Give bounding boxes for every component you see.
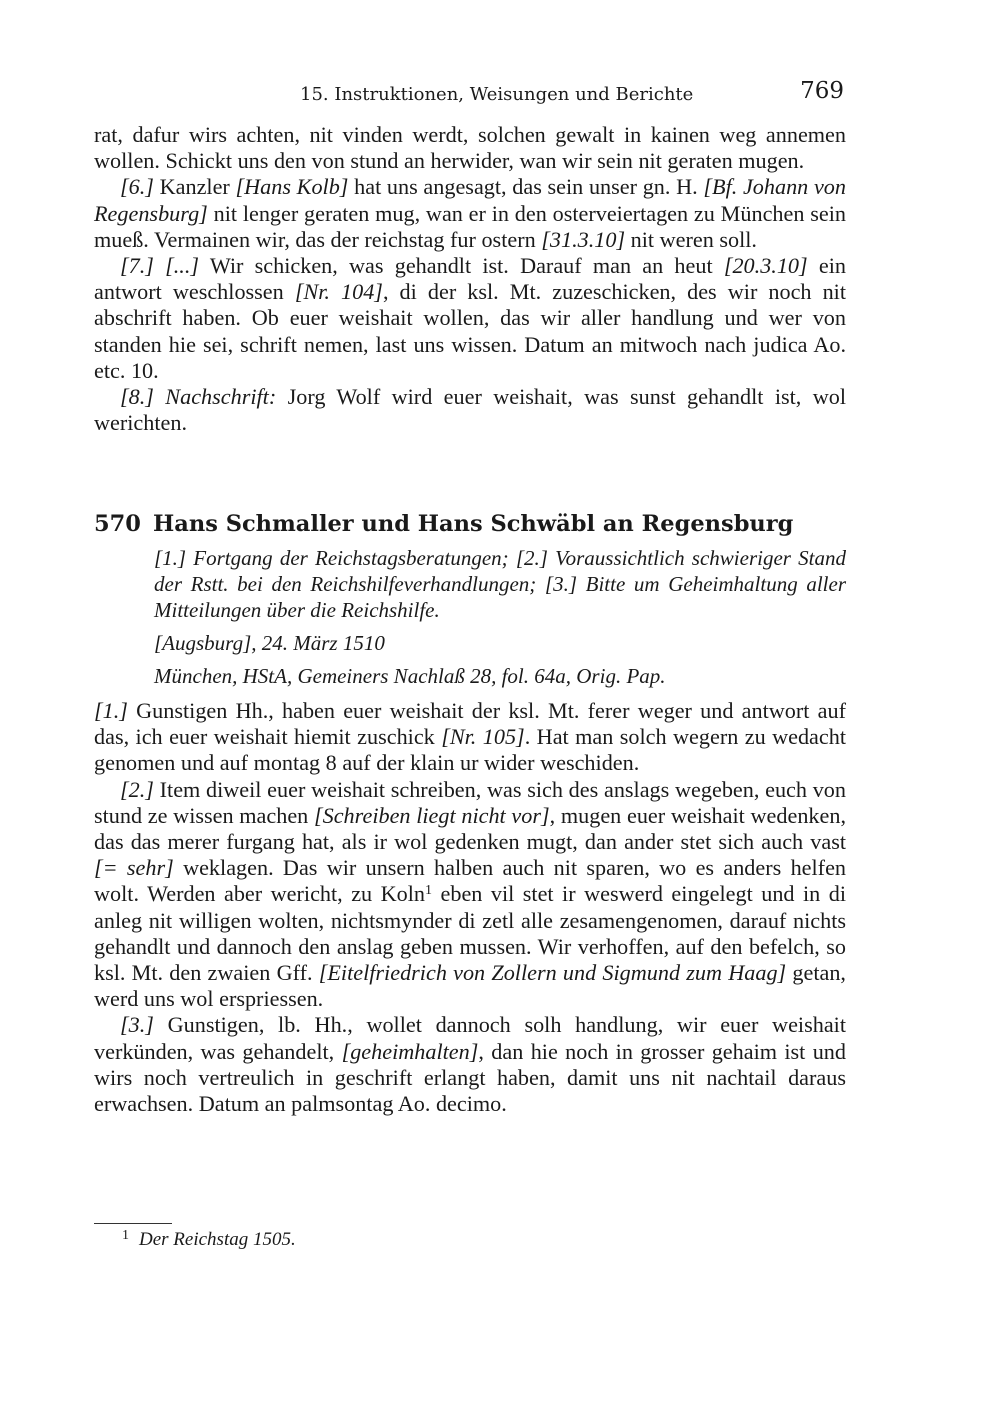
footnote-divider	[94, 1223, 172, 1224]
running-header	[94, 78, 846, 112]
footnote-text: Der Reichstag 1505.	[139, 1229, 296, 1250]
document-source: München, HStA, Gemeiners Nachlaß 28, fol. 64a, Orig. Pap.	[154, 664, 666, 688]
paragraph: [1.] Gunstigen Hh., haben euer weishait der ksl. Mt. ferer weger und antwort auf das, ich euer weishait hiemit zuschick [Nr. 105]. Hat man solch wegern zu wedacht genomen und auf montag 8 auf der klain ur wider weschiden.	[94, 698, 846, 776]
page-number: 769	[800, 78, 844, 104]
paragraph: [3.] Gunstigen, lb. Hh., wollet dannoch solh handlung, wir euer weishait verkünden, was gehandelt, [geheimhalten], dan hie noch in grosser gehaim ist und wirs noch vertreulich in geschrift erlangt haben, damit uns nit nachtail daraus erwachsen. Datum an palmsontag Ao. decimo.	[94, 1012, 846, 1117]
document-number: 570	[94, 511, 141, 537]
paragraph: [7.] [...] Wir schicken, was gehandlt ist. Darauf man an heut [20.3.10] ein antwort weschlossen [Nr. 104], di der ksl. Mt. zuzeschicken, des wir noch nit abschrift haben. Ob euer weishait wollen, das wir aller handlung und wer von standen hie sei, schrift nemen, last uns wissen. Datum an mitwoch nach judica Ao. etc. 10.	[94, 253, 846, 383]
paragraph: [2.] Item diweil euer weishait schreiben, was sich des anslags wegeben, euch von stund ze wissen machen [Schreiben liegt nicht vor], mugen euer weishait wedenken, das das merer furgang hat, als ir wol gedenken mugt, dan ander stet sich auch vast [= sehr] weklagen. Das wir unsern halben auch nit sparen, wo es anders helfen wolt. Werden aber wericht, zu Koln$^1$ eben vil stet ir weswerd eingelegt und in di anleg nit willigen wolten, nichtsmynder di zetl alle zesamengenomen, darauf nichts gehandlt und dannoch den anslag geben mussen. Wir verhoffen, auf den befelch, so ksl. Mt. den zwaien Gff. [Eitelfriedrich von Zollern und Sigmund zum Haag] getan, werd uns wol erspriessen.	[94, 776, 847, 1012]
document-title: Hans Schmaller und Hans Schwäbl an Regensburg	[153, 511, 794, 537]
document-body	[94, 698, 846, 1117]
paragraph: [8.] Nachschrift: Jorg Wolf wird euer weishait, was sunst gehandlt ist, wol werichten.	[94, 384, 846, 436]
document-summary: [1.] Fortgang der Reichstagsberatungen; [2.] Voraussichtlich schwieriger Stand der Rstt. bei den Reichshilfeverhandlungen; [3.] Bitte um Geheimhaltung aller Mitteilungen über die Reichshilfe.	[154, 546, 846, 622]
footnote-reference[interactable]: 1	[425, 883, 433, 899]
running-title: 15. Instruktionen, Weisungen und Berichte	[300, 84, 694, 105]
paragraph: rat, dafur wirs achten, nit vinden werdt, solchen gewalt in kainen weg annemen wollen. Schickt uns den von stund an herwider, wan wir sein nit geraten mugen.	[94, 122, 846, 174]
document-date: [Augsburg], 24. März 1510	[154, 631, 385, 655]
paragraph: [6.] Kanzler [Hans Kolb] hat uns angesagt, das sein unser gn. H. [Bf. Johann von Regensburg] nit lenger geraten mug, wan er in den osterveiertagen zu München sein mueß. Vermainen wir, das der reichstag fur ostern [31.3.10] nit weren soll.	[94, 174, 846, 252]
footnote	[122, 1228, 296, 1251]
previous-document-text	[94, 122, 846, 436]
footnote-mark: 1	[122, 1228, 129, 1243]
